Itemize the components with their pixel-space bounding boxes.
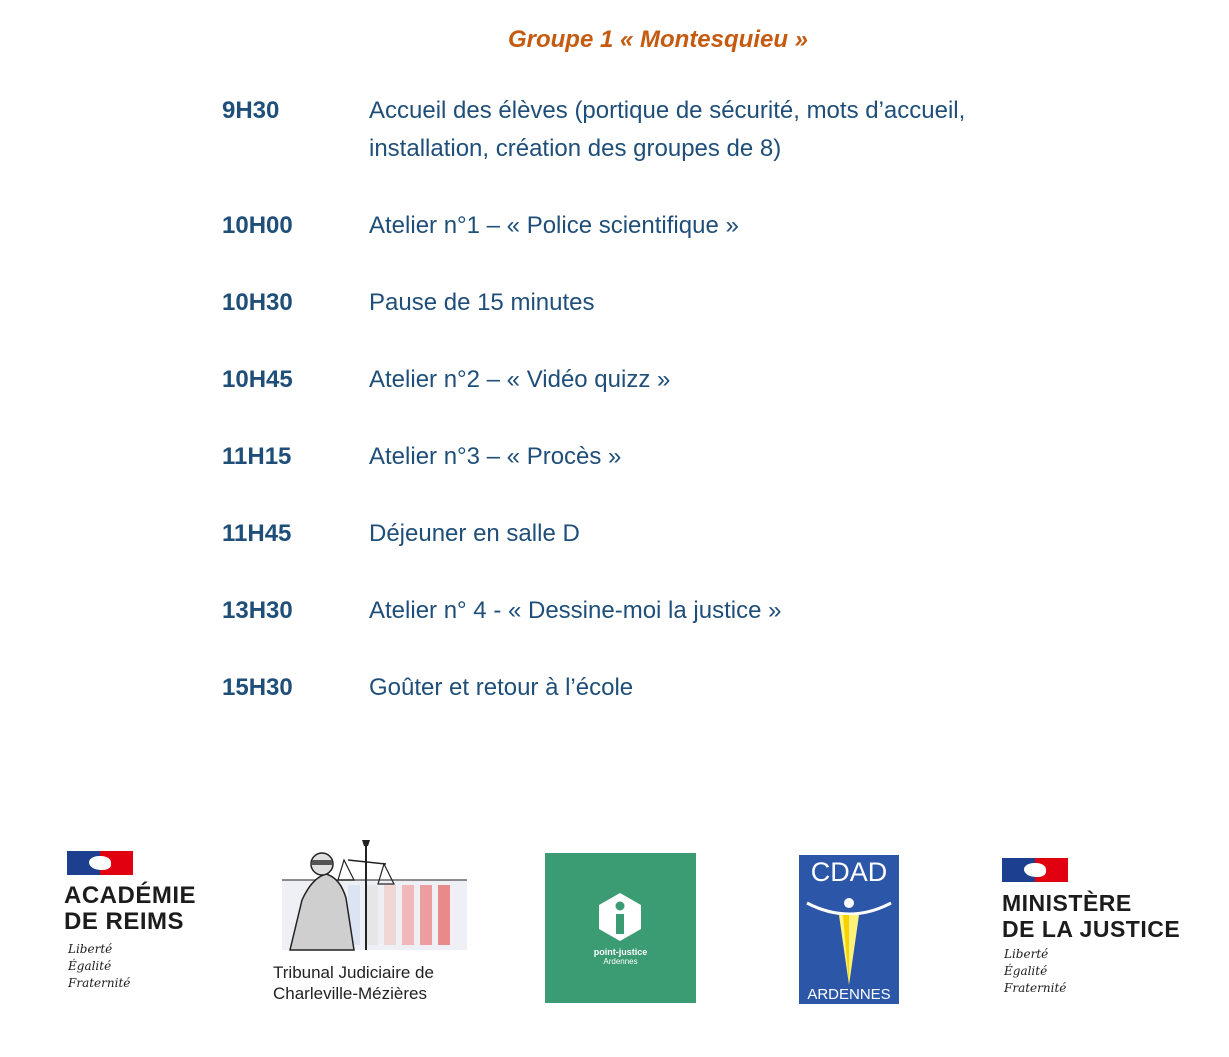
- marianne-flag-icon: [1002, 858, 1068, 882]
- schedule-row: [222, 92, 1122, 168]
- schedule-row: [222, 361, 1122, 399]
- ministere-justice-logo: [1002, 858, 1202, 1008]
- schedule-activity-line: Accueil des élèves (portique de sécurité, mots d’accueil,: [369, 97, 966, 124]
- schedule-time: 10H30: [222, 289, 293, 316]
- tribunal-caption: Tribunal Judiciaire de Charleville-Mézières: [273, 963, 434, 1003]
- schedule-activity: Déjeuner en salle D: [369, 520, 580, 547]
- schedule-activity: Atelier n°3 – « Procès »: [369, 443, 622, 470]
- academie-devise: Liberté Égalité Fraternité: [68, 942, 131, 990]
- schedule-row: [222, 592, 1122, 630]
- schedule-time: 13H30: [222, 597, 293, 624]
- schedule-row: [222, 284, 1122, 322]
- academie-line2: DE REIMS: [64, 908, 185, 935]
- page-title: Groupe 1 « Montesquieu »: [507, 26, 809, 53]
- ministere-line1: MINISTÈRE: [1002, 890, 1132, 916]
- cdad-title: CDAD: [810, 857, 888, 887]
- schedule-time: 11H15: [222, 443, 292, 470]
- partner-logos: [0, 840, 1229, 1020]
- point-justice-line1: point-justice: [593, 947, 648, 957]
- ministere-devise: Liberté Égalité Fraternité: [1004, 947, 1067, 995]
- point-justice-icon: [545, 853, 696, 1003]
- schedule-activity: [369, 92, 1122, 168]
- schedule-activity: Atelier n°2 – « Vidéo quizz »: [369, 366, 671, 393]
- schedule-time: 9H30: [222, 97, 280, 124]
- ministere-line2: DE LA JUSTICE: [1002, 916, 1181, 942]
- schedule-time: 10H45: [222, 366, 293, 393]
- cdad-caption: ARDENNES: [807, 986, 891, 1003]
- schedule-time: 11H45: [222, 520, 292, 547]
- schedule-list: [222, 92, 1122, 746]
- academie-reims-logo: [64, 850, 214, 1000]
- tribunal-logo: [262, 840, 477, 1010]
- justice-statue-icon: [262, 840, 477, 955]
- marianne-flag-icon: [67, 851, 133, 875]
- schedule-time: 15H30: [222, 674, 293, 701]
- schedule-activity: Atelier n°1 – « Police scientifique »: [369, 212, 739, 239]
- schedule-row: [222, 207, 1122, 245]
- cdad-logo: [799, 855, 899, 1004]
- schedule-activity-line: installation, création des groupes de 8): [369, 135, 782, 162]
- schedule-row: [222, 669, 1122, 707]
- schedule-row: [222, 438, 1122, 476]
- schedule-activity: Atelier n° 4 - « Dessine-moi la justice »: [369, 597, 782, 624]
- academie-line1: ACADÉMIE: [64, 882, 197, 909]
- point-justice-logo: [545, 853, 696, 1003]
- schedule-time: 10H00: [222, 212, 293, 239]
- schedule-activity: Goûter et retour à l’école: [369, 674, 634, 701]
- point-justice-line2: Ardennes: [603, 957, 638, 966]
- schedule-row: [222, 515, 1122, 553]
- schedule-activity: Pause de 15 minutes: [369, 289, 595, 316]
- cdad-figure-icon: [799, 855, 899, 1004]
